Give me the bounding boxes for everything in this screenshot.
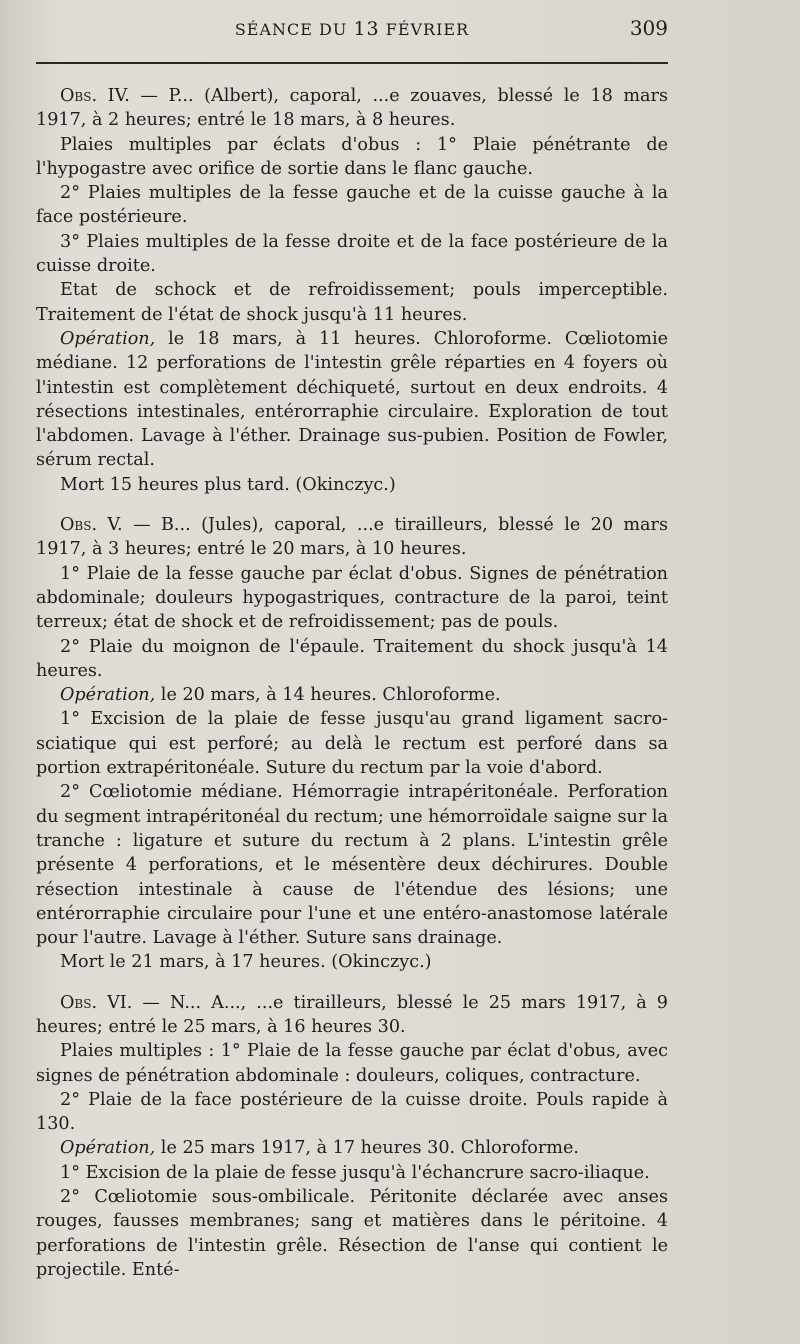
obs5-paragraph: 2° Cœliotomie médiane. Hémorragie intrapéritonéale. Perforation du segment intrapéritonéal du rectum; une hémorroïdale saigne sur la tranche : ligature et suture du rectum à 2 plans. L'intestin grêle présente 4 perforations, et le mésentère deux déchirures. Double résection intestinale à cause de l'étendue des lésions; une entérorraphie circulaire pour l'une et une entéro-anastomose latérale pour l'autre. Lavage à l'éther. Suture sans drainage. bbox=[36, 782, 668, 949]
obs5-paragraph: 1° Plaie de la fesse gauche par éclat d'obus. Signes de pénétration abdominale; douleurs hypogastriques, contracture de la paroi, teint terreux; état de shock et de refroidissement; pas de pouls. bbox=[36, 563, 668, 633]
obs6-operation-text: le 25 mars 1917, à 17 heures 30. Chloroforme. bbox=[155, 1138, 579, 1159]
obs6-paragraph: 2° Cœliotomie sous-ombilicale. Péritonite déclarée avec anses rouges, fausses membranes; sang et matières dans le péritoine. 4 perforations de l'intestin grêle. Résection de l'anse qui contient le projectile. Enté- bbox=[36, 1187, 668, 1280]
obs4-intro bbox=[36, 84, 668, 133]
obs6-intro bbox=[36, 991, 668, 1040]
obs5-intro bbox=[36, 513, 668, 562]
obs4-paragraph: Etat de schock et de refroidissement; pouls imperceptible. Traitement de l'état de shock jusqu'à 11 heures. bbox=[36, 280, 668, 325]
obs5-label: Obs. V. bbox=[60, 515, 123, 536]
obs6-paragraph: 1° Excision de la plaie de fesse jusqu'à l'échancrure sacro-iliaque. bbox=[60, 1162, 650, 1183]
page-number: 309 bbox=[629, 16, 668, 40]
obs4-paragraph: Plaies multiples par éclats d'obus : 1° Plaie pénétrante de l'hypogastre avec orifice de sortie dans le flanc gauche. bbox=[36, 134, 668, 179]
header-rule bbox=[36, 62, 668, 64]
obs4-operation-label: Opération, bbox=[60, 328, 156, 349]
obs4-paragraph: 2° Plaies multiples de la fesse gauche et de la cuisse gauche à la face postérieure. bbox=[36, 183, 668, 228]
obs6-paragraph: Plaies multiples : 1° Plaie de la fesse gauche par éclat d'obus, avec signes de pénétration abdominale : douleurs, coliques, contracture. bbox=[36, 1041, 668, 1086]
obs6-operation-label: Opération, bbox=[60, 1138, 156, 1159]
obs5-intro-text: — B... (Jules), caporal, ...e tirailleurs, blessé le 20 mars 1917, à 3 heures; entré le 20 mars, à 10 heures. bbox=[36, 515, 668, 560]
body-text bbox=[36, 84, 668, 1282]
obs5-paragraph: 2° Plaie du moignon de l'épaule. Traitement du shock jusqu'à 14 heures. bbox=[36, 636, 668, 681]
section-gap bbox=[36, 975, 668, 991]
running-title bbox=[36, 18, 668, 40]
running-title-day: 13 bbox=[353, 18, 380, 40]
running-title-before: SÉANCE DU bbox=[234, 20, 348, 39]
obs6-label: Obs. VI. bbox=[60, 992, 133, 1013]
obs4-outcome: Mort 15 heures plus tard. (Okinczyc.) bbox=[60, 474, 396, 495]
running-head bbox=[36, 16, 668, 46]
obs4-paragraph: 3° Plaies multiples de la fesse droite et de la face postérieure de la cuisse droite. bbox=[36, 231, 668, 277]
obs5-paragraph: 1° Excision de la plaie de fesse jusqu'au grand ligament sacro-sciatique qui est perforé; au delà le rectum est perforé dans sa portion extrapéritonéale. Suture du rectum par la voie d'abord. bbox=[36, 709, 668, 779]
obs5-operation bbox=[36, 683, 668, 707]
obs5-outcome: Mort le 21 mars, à 17 heures. (Okinczyc.) bbox=[60, 952, 432, 973]
obs5-operation-text: le 20 mars, à 14 heures. Chloroforme. bbox=[155, 685, 501, 706]
obs4-operation bbox=[36, 327, 668, 473]
running-title-month: FÉVRIER bbox=[385, 20, 470, 39]
obs4-intro-text: — P... (Albert), caporal, ...e zouaves, blessé le 18 mars 1917, à 2 heures; entré le 18 mars, à 8 heures. bbox=[36, 86, 668, 131]
obs6-operation bbox=[36, 1136, 668, 1160]
obs6-paragraph: 2° Plaie de la face postérieure de la cuisse droite. Pouls rapide à 130. bbox=[36, 1089, 668, 1135]
obs5-operation-label: Opération, bbox=[60, 685, 156, 706]
obs6-intro-text: — N... A..., ...e tirailleurs, blessé le 25 mars 1917, à 9 heures; entré le 25 mars, à 16 heures 30. bbox=[36, 992, 668, 1037]
obs4-operation-text: le 18 mars, à 11 heures. Chloroforme. Cœliotomie médiane. 12 perforations de l'intestin grêle réparties en 4 foyers où l'intestin est complètement déchiqueté, surtout en deux endroits. 4 résections intestinales, entérorraphie circulaire. Exploration de tout l'abdomen. Lavage à l'éther. Drainage sus-pubien. Position de Fowler, sérum rectal. bbox=[36, 328, 668, 471]
section-gap bbox=[36, 497, 668, 513]
obs4-label: Obs. IV. bbox=[60, 86, 130, 106]
